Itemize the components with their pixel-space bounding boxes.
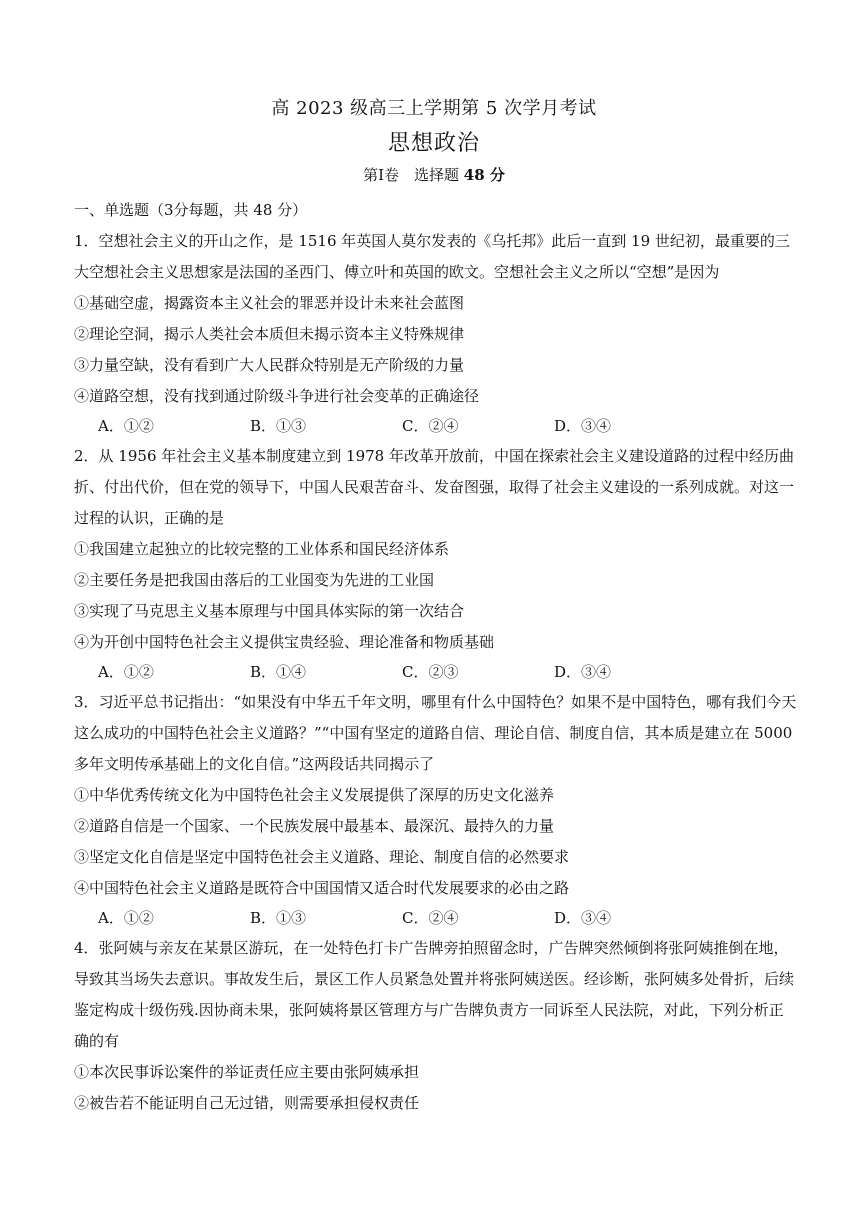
option-item: ③实现了马克思主义基本原理与中国具体实际的第一次结合 <box>74 602 465 620</box>
question-stem: 1．空想社会主义的开山之作，是 1516 年英国人莫尔发表的《乌托邦》此后一直到 19 世纪初，最重要的三大空想社会主义思想家是法国的圣西门、傅立叶和英国的欧文。空想社会主义之所以“空想”是因为 <box>74 232 790 281</box>
question-2 <box>74 441 798 687</box>
choice-c: C．②③ <box>402 663 459 681</box>
part-score: 48 分 <box>463 166 505 184</box>
exam-content <box>74 195 798 1119</box>
option-item: ④为开创中国特色社会主义提供宝贵经验、理论准备和物质基础 <box>74 633 495 651</box>
answer-choices <box>74 412 798 441</box>
question-stem: 4．张阿姨与亲友在某景区游玩，在一处特色打卡广告牌旁拍照留念时，广告牌突然倾倒将张阿姨推倒在地，导致其当场失去意识。事故发生后，景区工作人员紧急处置并将张阿姨送医。经诊断，张阿姨多处骨折，后续鉴定构成十级伤残.因协商未果，张阿姨将景区管理方与广告牌负责方一同诉至人民法院，对此，下列分析正确的有 <box>74 939 795 1050</box>
option-item: ①基础空虚，揭露资本主义社会的罪恶并设计未来社会蓝图 <box>74 294 465 312</box>
question-4 <box>74 933 798 1119</box>
option-item: ④中国特色社会主义道路是既符合中国国情又适合时代发展要求的必由之路 <box>74 879 570 897</box>
question-3 <box>74 687 798 933</box>
choice-d: D．③④ <box>554 663 612 681</box>
choice-c: C．②④ <box>402 909 459 927</box>
choice-a: A．①② <box>98 909 154 927</box>
option-item: ①我国建立起独立的比较完整的工业体系和国民经济体系 <box>74 540 450 558</box>
part-heading <box>0 164 868 185</box>
option-item: ②道路自信是一个国家、一个民族发展中最基本、最深沉、最持久的力量 <box>74 817 555 835</box>
option-item: ②被告若不能证明自己无过错，则需要承担侵权责任 <box>74 1094 420 1112</box>
part-label: 第Ⅰ卷 选择题 <box>363 166 460 184</box>
choice-c: C．②④ <box>402 417 459 435</box>
answer-choices <box>74 904 798 933</box>
choice-a: A．①② <box>98 663 154 681</box>
choice-b: B．①③ <box>250 417 307 435</box>
option-item: ②理论空洞，揭示人类社会本质但未揭示资本主义特殊规律 <box>74 325 465 343</box>
question-stem: 3．习近平总书记指出：“如果没有中华五千年文明，哪里有什么中国特色？如果不是中国特色，哪有我们今天这么成功的中国特色社会主义道路？”“中国有坚定的道路自信、理论自信、制度自信，其本质是建立在 5000 多年文明传承基础上的文化自信。”这两段话共同揭示了 <box>74 693 797 773</box>
choice-d: D．③④ <box>554 909 612 927</box>
option-item: ④道路空想，没有找到通过阶级斗争进行社会变革的正确途径 <box>74 387 480 405</box>
option-item: ①本次民事诉讼案件的举证责任应主要由张阿姨承担 <box>74 1063 420 1081</box>
option-item: ③坚定文化自信是坚定中国特色社会主义道路、理论、制度自信的必然要求 <box>74 848 570 866</box>
choice-a: A．①② <box>98 417 154 435</box>
exam-title: 高 2023 级高三上学期第 5 次学月考试 <box>271 98 597 119</box>
question-1 <box>74 226 798 441</box>
choice-d: D．③④ <box>554 417 612 435</box>
question-stem: 2．从 1956 年社会主义基本制度建立到 1978 年改革开放前，中国在探索社会主义建设道路的过程中经历曲折、付出代价，但在党的领导下，中国人民艰苦奋斗、发奋图强，取得了社会主义建设的一系列成就。对这一过程的认识，正确的是 <box>74 447 795 527</box>
choice-b: B．①③ <box>250 909 307 927</box>
section-title: 一、单选题（3分每题，共 48 分） <box>74 201 308 219</box>
option-item: ①中华优秀传统文化为中国特色社会主义发展提供了深厚的历史文化滋养 <box>74 786 555 804</box>
answer-choices <box>74 658 798 687</box>
choice-b: B．①④ <box>250 663 307 681</box>
subject-title: 思想政治 <box>387 131 480 156</box>
option-item: ②主要任务是把我国由落后的工业国变为先进的工业国 <box>74 571 435 589</box>
option-item: ③力量空缺，没有看到广大人民群众特别是无产阶级的力量 <box>74 356 465 374</box>
